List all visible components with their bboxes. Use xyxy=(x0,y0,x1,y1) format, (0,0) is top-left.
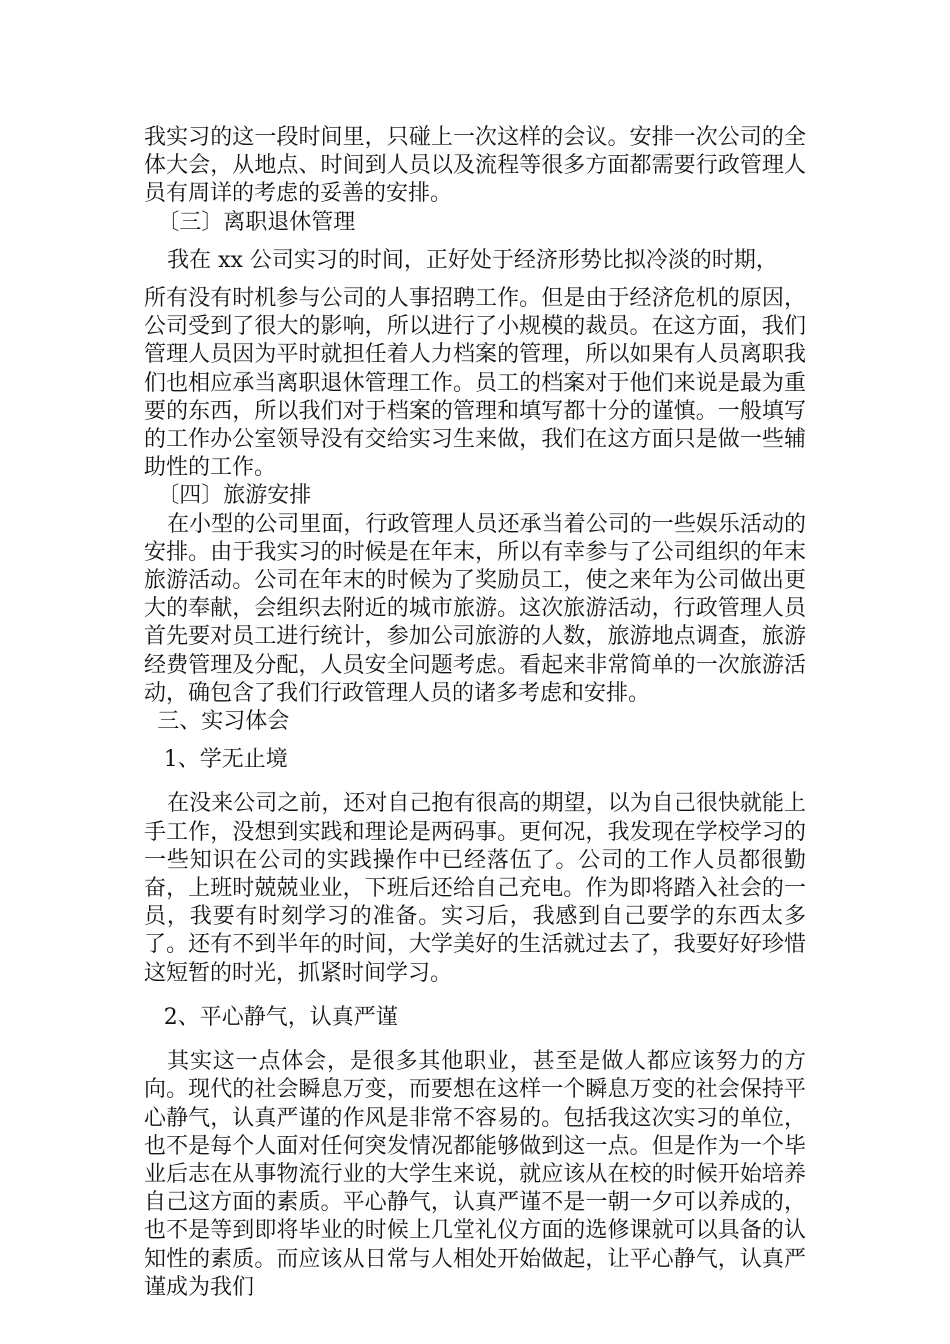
paragraph-resignation-body: 所有没有时机参与公司的人事招聘工作。但是由于经济危机的原因，公司受到了很大的影响，所以进行了小规模的裁员。在这方面，我们管理人员因为平时就担任着人力档案的管理，所以如果有人员离职我们也相应承当离职退休管理工作。员工的档案对于他们来说是最为重要的东西，所以我们对于档案的管理和填写都十分的谨慎。一般填写的工作办公室领导没有交给实习生来做，我们在这方面只是做一些辅助性的工作。 xyxy=(144,286,806,481)
paragraph-resignation-first-line: 我在 xx 公司实习的时间，正好处于经济形势比拟冷淡的时期， xyxy=(167,247,778,273)
paragraph-calm: 其实这一点体会，是很多其他职业，甚至是做人都应该努力的方向。现代的社会瞬息万变，而要想在这样一个瞬息万变的社会保持平心静气，认真严谨的作风是非常不容易的。包括我这次实习的单位，也不是每个人面对任何突发情况都能够做到这一点。但是作为一个毕业后志在从事物流行业的大学生来说，就应该从在校的时候开始培养自己这方面的素质。平心静气，认真严谨不是一朝一夕可以养成的，也不是等到即将毕业的时候上几堂礼仪方面的选修课就可以具备的认知性的素质。而应该从日常与人相处开始做起，让平心静气，认真严谨成为我们 xyxy=(144,1049,806,1300)
document-page xyxy=(144,124,806,1302)
heading-calm-rigorous: 2、平心静气，认真严谨 xyxy=(163,1004,398,1030)
heading-internship-experience: 三、实习体会 xyxy=(157,709,290,735)
heading-resignation-retirement: 〔三〕离职退休管理 xyxy=(157,209,356,235)
paragraph-meeting: 我实习的这一段时间里，只碰上一次这样的会议。安排一次公司的全体大会，从地点、时间到人员以及流程等很多方面都需要行政管理人员有周详的考虑的妥善的安排。 xyxy=(144,125,806,207)
paragraph-travel: 在小型的公司里面，行政管理人员还承当着公司的一些娱乐活动的安排。由于我实习的时候是在年末，所以有幸参与了公司组织的年末旅游活动。公司在年末的时候为了奖励员工，使之来年为公司做出更大的奉献，会组织去附近的城市旅游。这次旅游活动，行政管理人员首先要对员工进行统计，参加公司旅游的人数，旅游地点调查，旅游经费管理及分配，人员安全问题考虑。看起来非常简单的一次旅游活动，确包含了我们行政管理人员的诸多考虑和安排。 xyxy=(144,511,806,706)
heading-endless-learning: 1、学无止境 xyxy=(163,747,288,773)
heading-travel-arrangement: 〔四〕旅游安排 xyxy=(157,483,312,509)
paragraph-learning: 在没来公司之前，还对自己抱有很高的期望，以为自己很快就能上手工作，没想到实践和理论是两码事。更何况，我发现在学校学习的一些知识在公司的实践操作中已经落伍了。公司的工作人员都很勤奋，上班时兢兢业业，下班后还给自己充电。作为即将踏入社会的一员，我要有时刻学习的准备。实习后，我感到自己要学的东西太多了。还有不到半年的时间，大学美好的生活就过去了，我要好好珍惜这短暂的时光，抓紧时间学习。 xyxy=(144,791,806,986)
